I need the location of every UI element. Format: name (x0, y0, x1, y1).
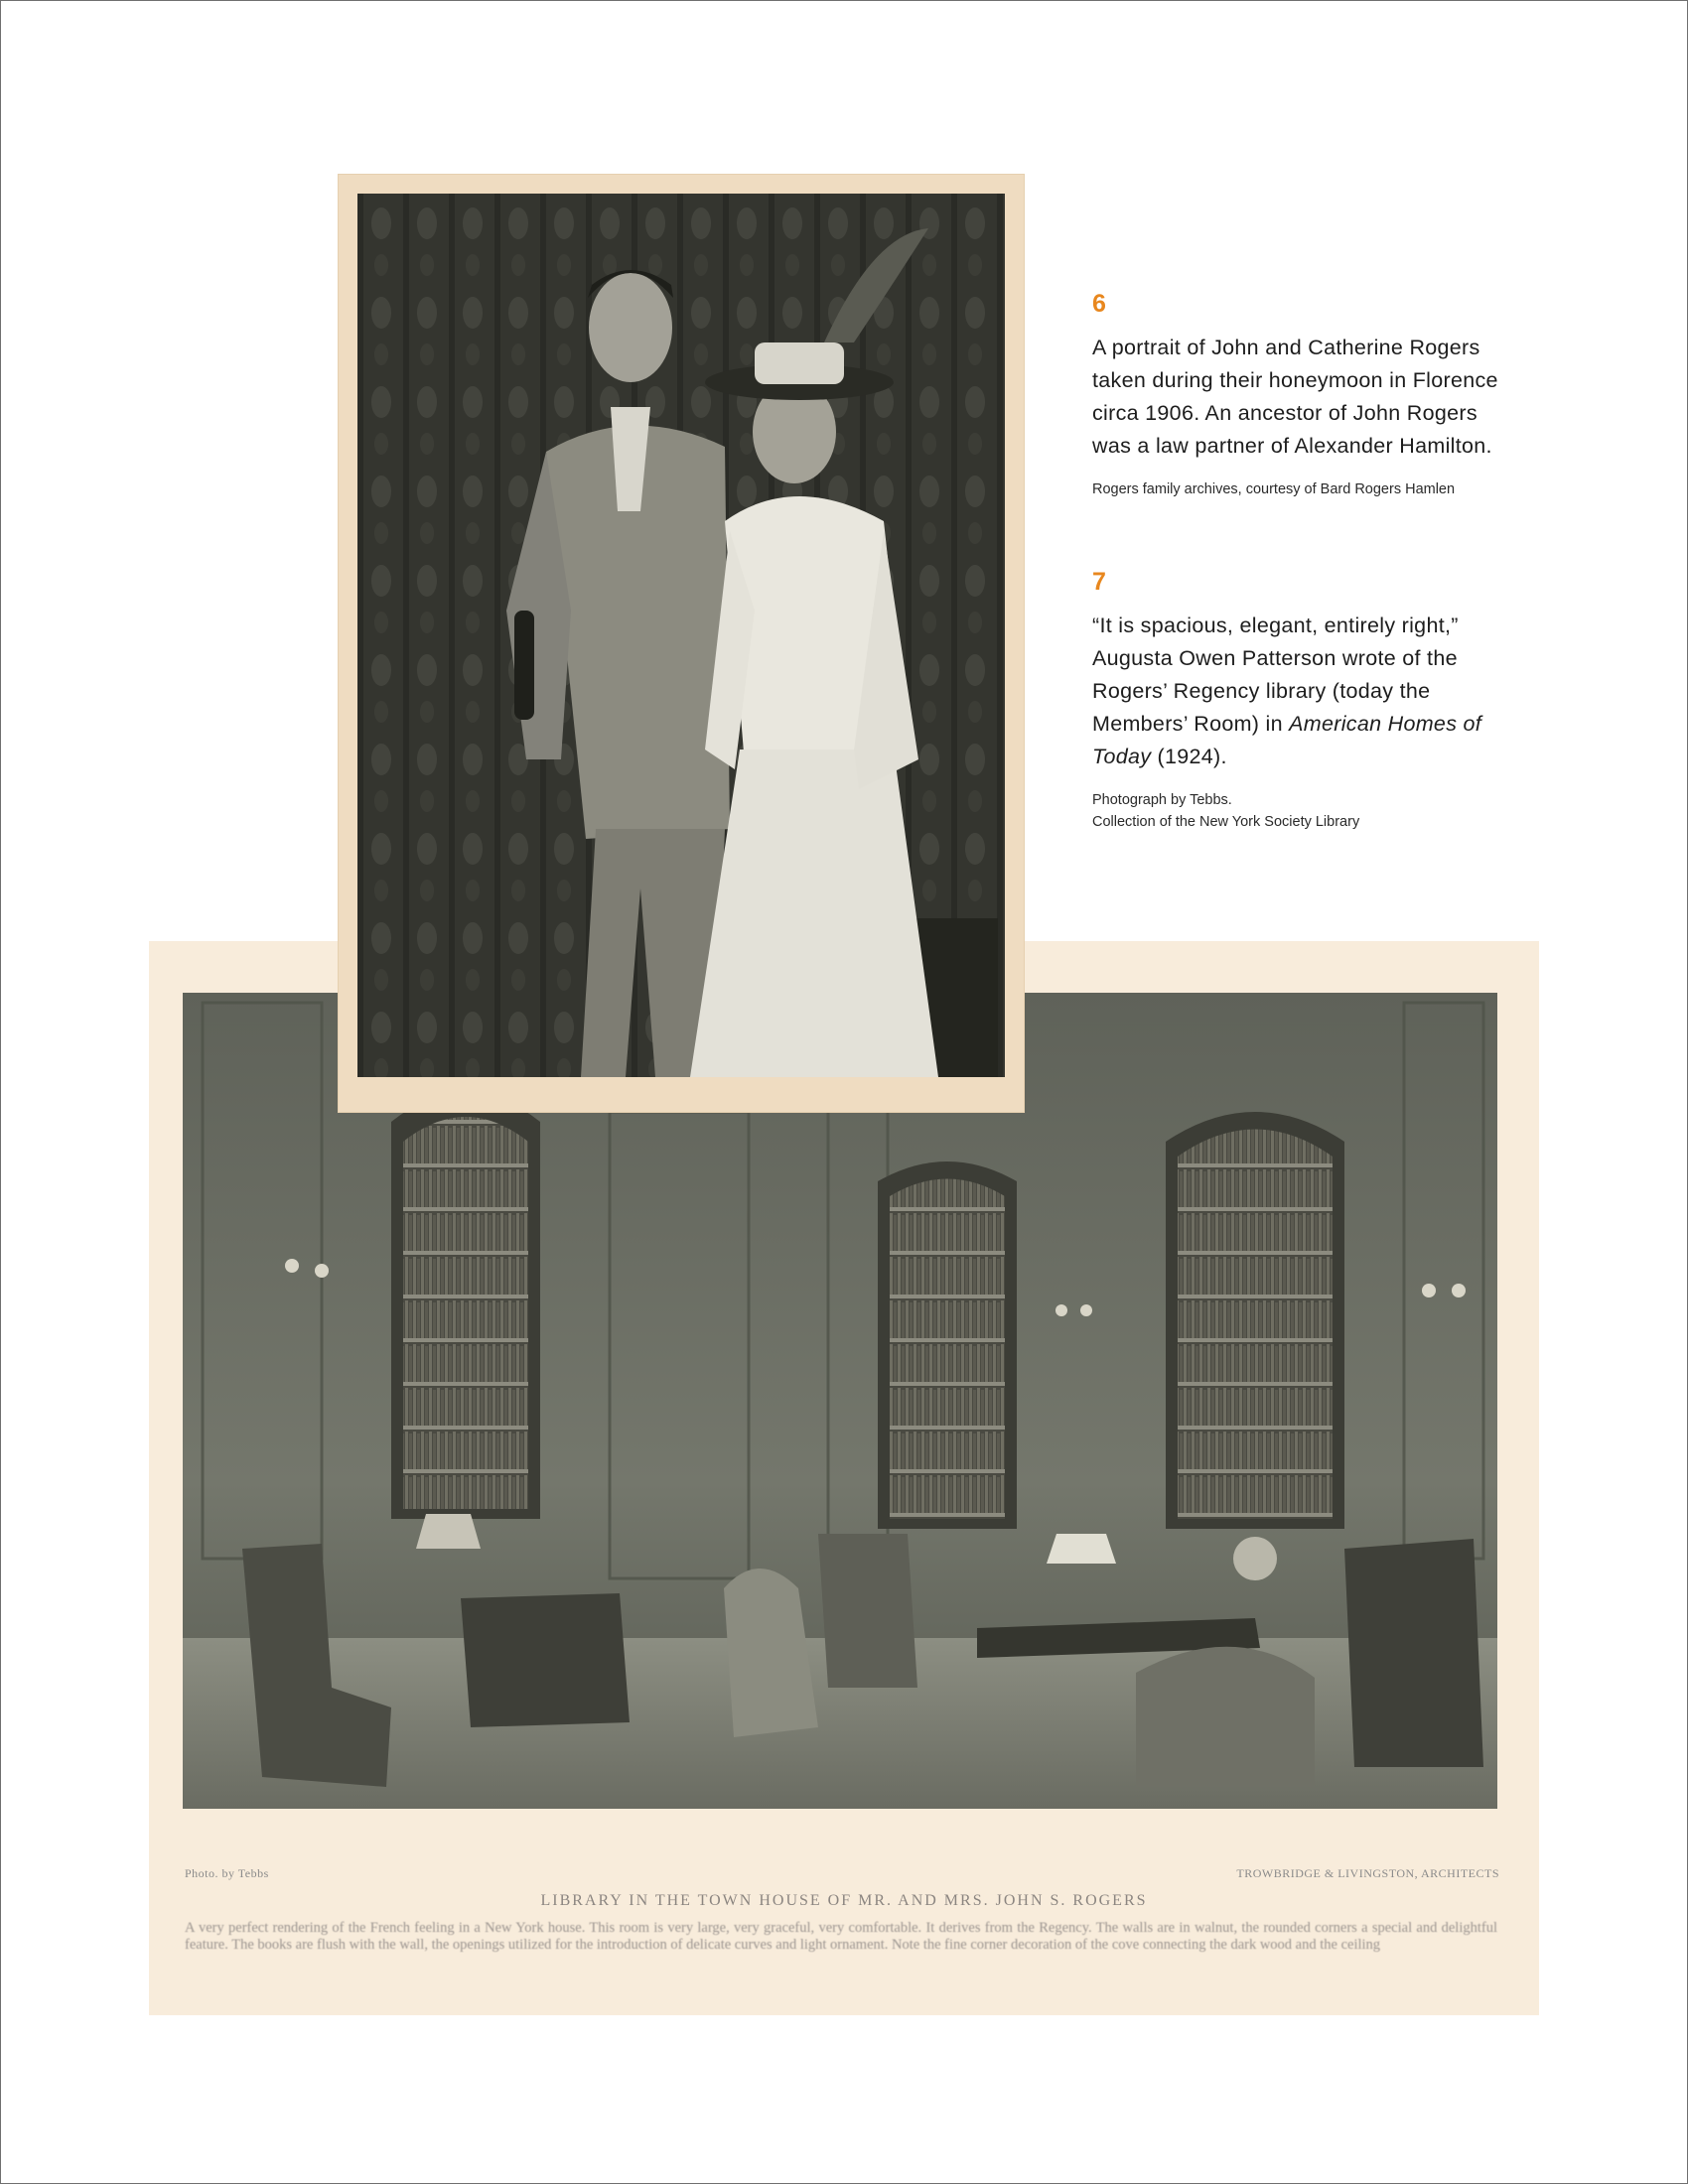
caption-credit-line: Photograph by Tebbs. (1092, 792, 1232, 808)
book-title: American Homes of Today (1092, 712, 1482, 768)
caption-text-tail: (1924). (1151, 745, 1227, 768)
figure-number: 6 (1092, 290, 1106, 318)
caption-figure-7 (1092, 568, 1509, 833)
caption-text: A portrait of John and Catherine Rogers taken during their honeymoon in Florence circa 1906. An ancestor of John Rogers was a law partner of Alexander Hamilton. (1092, 336, 1498, 458)
plate-caption-title: LIBRARY IN THE TOWN HOUSE OF MR. AND MRS. JOHN S. ROGERS (540, 1892, 1148, 1909)
library-photo (183, 993, 1497, 1809)
figure-number: 7 (1092, 568, 1106, 596)
portrait-mount (338, 174, 1025, 1113)
plate-architect-credit: TROWBRIDGE & LIVINGSTON, ARCHITECTS (1236, 1866, 1499, 1880)
caption-credit: Rogers family archives, courtesy of Bard Rogers Hamlen (1092, 481, 1456, 497)
portrait-photo (357, 194, 1005, 1077)
caption-figure-6 (1092, 290, 1509, 500)
caption-text (1092, 610, 1509, 773)
plate-caption-body: A very perfect rendering of the French feeling in a New York house. This room is very large, very graceful, very comfortable. It derives from the Regency. The walls are in walnut, the rounded corners a special and delightful feature. The books are flush with the wall, the openings utilized for the introduction of delicate curves and light ornament. Note the fine corner decoration of the cove connecting the dark wood and the ceiling (185, 1920, 1497, 1953)
plate-photo-credit: Photo. by Tebbs (185, 1866, 269, 1880)
caption-text-lead: “It is spacious, elegant, entirely right,” Augusta Owen Patterson wrote of the Rogers’ Regency library (today the Members’ Room) in (1092, 614, 1459, 736)
caption-credit (1092, 789, 1509, 833)
caption-credit-line: Collection of the New York Society Library (1092, 814, 1360, 830)
